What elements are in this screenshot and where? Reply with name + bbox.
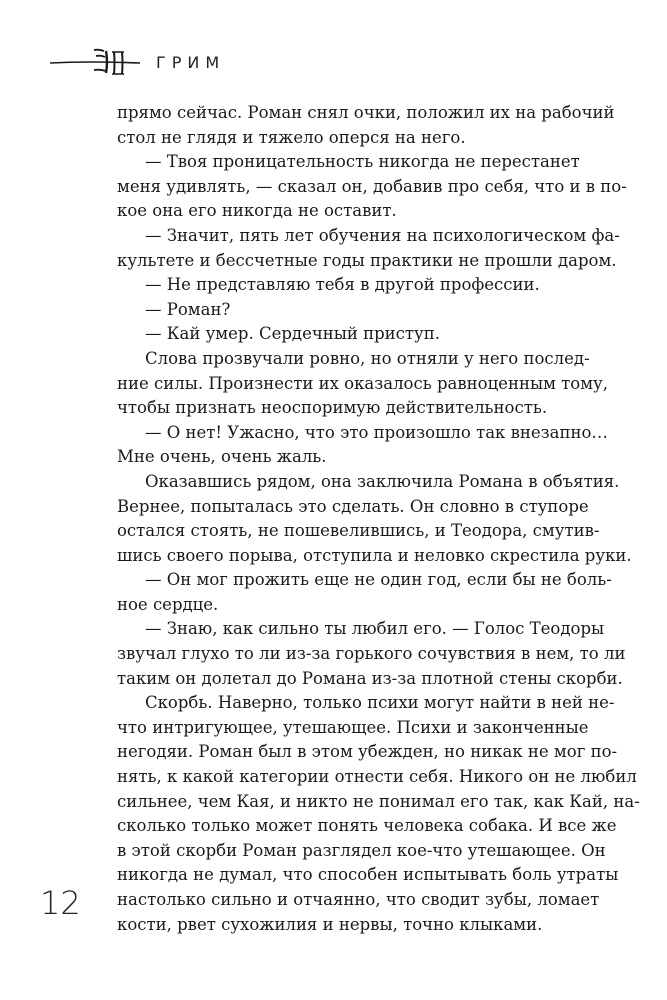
text-line: сильнее, чем Кая, и никто не понимал его так, как Кай, на- [117,791,640,811]
text-line: — Знаю, как сильно ты любил его. — Голос Теодоры [145,619,605,639]
text-line: прямо сейчас. Роман снял очки, положил их на рабочий [117,103,615,122]
text-line: что интригующее, утешающее. Психи и законченные [117,717,589,737]
text-line: — Он мог прожить еще не один год, если бы не боль- [145,570,612,590]
text-line: ние силы. Произнести их оказалось равноценным тому, [117,373,609,393]
text-line: Слова прозвучали ровно, но отняли у него послед- [145,348,590,368]
text-line: ное сердце. [117,594,219,614]
text-line: чтобы признать неоспоримую действительность. [117,398,548,418]
text-line: таким он долетал до Романа из-за плотной стены скорби. [117,668,623,688]
text-line: Вернее, попыталась это сделать. Он словно в ступоре [117,496,589,516]
grim-emblem-icon [48,46,144,78]
text-line: Скорбь. Наверно, только психи могут найти в ней не- [145,693,615,713]
text-line: настолько сильно и отчаянно, что сводит зубы, ломает [117,890,600,909]
page-number: 12 [40,884,81,922]
text-line: — Значит, пять лет обучения на психологическом фа- [145,225,620,245]
text-line: — Роман? [145,299,231,319]
text-line: кое она его никогда не оставит. [117,201,397,221]
text-line: нять, к какой категории отнести себя. Никого он не любил [117,767,637,787]
text-line: звучал глухо то ли из-за горького сочувствия в нем, то ли [117,644,626,664]
text-line: сколько только может понять человека собака. И все же [117,816,617,836]
book-title: ГРИМ [156,53,226,72]
text-line: — О нет! Ужасно, что это произошло так внезапно… [145,422,608,442]
text-line: — Не представляю тебя в другой профессии. [145,275,540,295]
text-line: стол не глядя и тяжело оперся на него. [117,127,466,147]
text-line: шись своего порыва, отступила и неловко скрестила руки. [117,545,632,565]
running-header [48,46,348,78]
page-body-text [117,101,640,937]
text-line: — Кай умер. Сердечный приступ. [145,324,440,344]
text-line: Оказавшись рядом, она заключила Романа в объятия. [145,471,620,491]
text-line: — Твоя проницательность никогда не перестанет [145,152,580,172]
text-line: остался стоять, не пошевелившись, и Теодора, смутив- [117,521,600,541]
text-line: негодяи. Роман был в этом убежден, но никак не мог по- [117,742,618,762]
text-line: Мне очень, очень жаль. [117,447,327,467]
text-line: меня удивлять, — сказал он, добавив про себя, что и в по- [117,176,627,196]
text-line: кости, рвет сухожилия и нервы, точно клыками. [117,914,543,934]
text-line: культете и бессчетные годы практики не прошли даром. [117,250,617,270]
text-line: в этой скорби Роман разглядел кое-что утешающее. Он [117,840,606,860]
text-line: никогда не думал, что способен испытывать боль утраты [117,865,619,885]
